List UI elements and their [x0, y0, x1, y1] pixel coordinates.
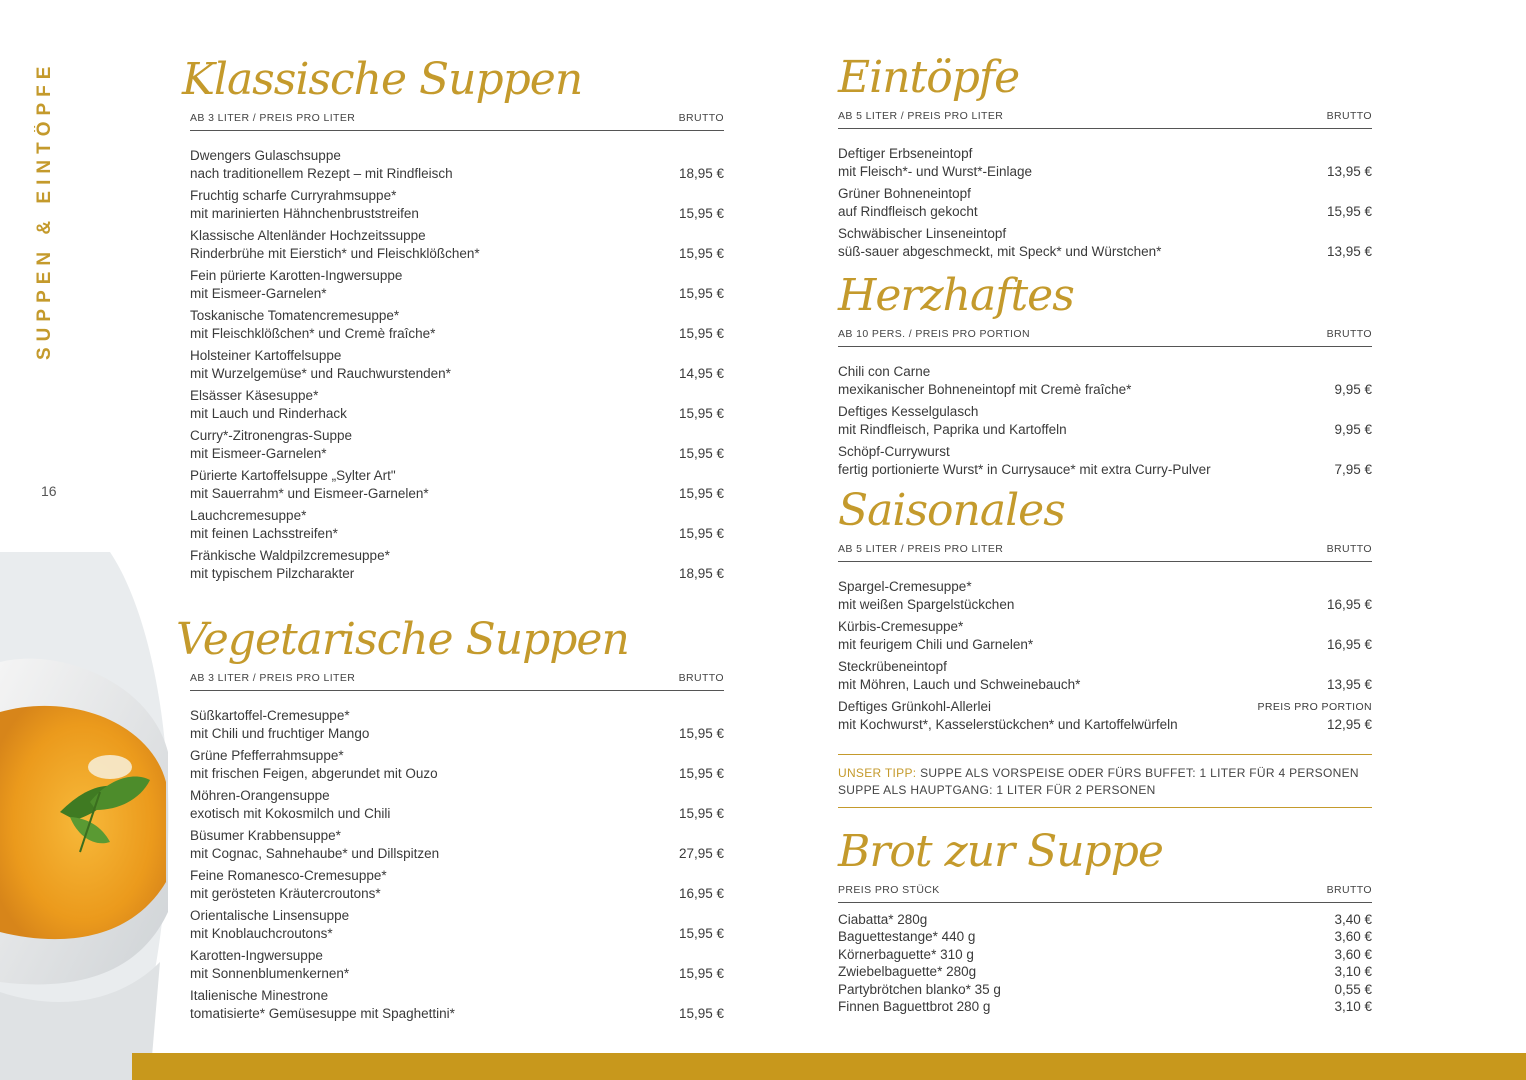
item-price: 3,10 €	[1334, 964, 1372, 980]
section-eintoepfe	[838, 50, 1372, 261]
item-name: Steckrübeneintopf	[838, 659, 947, 674]
item-description: mit Sauerrahm* und Eismeer-Garnelen*	[190, 486, 429, 501]
item-price: 3,60 €	[1334, 929, 1372, 945]
item-price: 9,95 €	[1334, 422, 1372, 437]
item-price: 13,95 €	[1326, 677, 1372, 692]
item-price: 15,95 €	[678, 526, 724, 541]
menu-item	[838, 181, 1372, 221]
item-name: Zwiebelbaguette* 280g	[838, 964, 977, 980]
menu-item	[190, 783, 724, 823]
item-description: mit Rindfleisch, Paprika und Kartoffeln	[838, 422, 1067, 437]
section-header: PREIS PRO STÜCK BRUTTO	[838, 884, 1372, 903]
item-name: Holsteiner Kartoffelsuppe	[190, 348, 342, 363]
item-price: 16,95 €	[678, 886, 724, 901]
item-name: Pürierte Kartoffelsuppe „Sylter Art"	[190, 468, 396, 483]
item-name: Büsumer Krabbensuppe*	[190, 828, 341, 843]
item-description: mit marinierten Hähnchenbruststreifen	[190, 206, 419, 221]
item-description: mit Lauch und Rinderhack	[190, 406, 347, 421]
side-title: SUPPEN & EINTÖPFE	[34, 60, 55, 360]
item-price: 13,95 €	[1326, 164, 1372, 179]
section-vegetarische-suppen	[176, 612, 724, 1023]
item-price: 0,55 €	[1334, 981, 1372, 997]
section-herzhaftes	[838, 268, 1372, 479]
item-description: mit feinen Lachsstreifen*	[190, 526, 338, 541]
bread-item	[838, 911, 1372, 928]
price-note: PREIS PRO PORTION	[1257, 701, 1372, 713]
section-title: Vegetarische Suppen	[176, 614, 629, 665]
section-title: Saisonales	[838, 485, 1065, 536]
item-name: Deftiges Grünkohl-Allerlei	[838, 699, 992, 714]
menu-item	[190, 343, 724, 383]
item-description: süß-sauer abgeschmeckt, mit Speck* und Würstchen*	[838, 244, 1162, 259]
item-price: 7,95 €	[1334, 462, 1372, 477]
item-price: 15,95 €	[1326, 204, 1372, 219]
item-description: auf Rindfleisch gekocht	[838, 204, 978, 219]
item-description: fertig portionierte Wurst* in Currysauce* mit extra Curry-Pulver	[838, 462, 1211, 477]
menu-item	[838, 614, 1372, 654]
bread-item	[838, 928, 1372, 945]
section-header: AB 3 LITER / PREIS PRO LITER BRUTTO	[190, 112, 724, 131]
tip-line-2: SUPPE ALS HAUPTGANG: 1 LITER FÜR 2 PERSONEN	[838, 783, 1156, 797]
item-name: Partybrötchen blanko* 35 g	[838, 981, 1001, 997]
menu-item	[190, 143, 724, 183]
soup-photo	[0, 552, 170, 1080]
page-number: 16	[41, 483, 57, 499]
item-name: Möhren-Orangensuppe	[190, 788, 330, 803]
item-description: mit Sonnenblumenkernen*	[190, 966, 350, 981]
item-name: Süßkartoffel-Cremesuppe*	[190, 708, 350, 723]
item-description: mit Knoblauchcroutons*	[190, 926, 333, 941]
menu-item	[838, 439, 1372, 479]
tip-line-1: SUPPE ALS VORSPEISE ODER FÜRS BUFFET: 1 LITER FÜR 4 PERSONEN	[920, 766, 1359, 780]
item-price: 3,40 €	[1334, 912, 1372, 927]
bread-item	[838, 963, 1372, 980]
item-name: Schwäbischer Linseneintopf	[838, 226, 1007, 241]
item-description: mit typischem Pilzcharakter	[190, 566, 355, 581]
menu-item	[838, 574, 1372, 614]
tip-label: UNSER TIPP:	[838, 766, 917, 780]
menu-item	[190, 743, 724, 783]
menu-list	[838, 574, 1372, 734]
item-price: 13,95 €	[1326, 244, 1372, 259]
item-price: 15,95 €	[678, 206, 724, 221]
item-name: Fränkische Waldpilzcremesuppe*	[190, 548, 390, 563]
item-price: 15,95 €	[678, 766, 724, 781]
item-price: 15,95 €	[678, 326, 724, 341]
item-price: 3,10 €	[1334, 999, 1372, 1015]
menu-item	[190, 543, 724, 583]
item-description: mit Kochwurst*, Kasselerstückchen* und Kartoffelwürfeln	[838, 717, 1178, 732]
item-description: mit gerösteten Kräutercroutons*	[190, 886, 381, 901]
item-price: 15,95 €	[678, 926, 724, 941]
item-name: Curry*-Zitronengras-Suppe	[190, 428, 353, 443]
menu-list	[838, 359, 1372, 479]
item-name: Baguettestange* 440 g	[838, 929, 976, 945]
bread-list	[838, 911, 1372, 1015]
item-name: Elsässer Käsesuppe*	[190, 388, 319, 403]
section-header: AB 3 LITER / PREIS PRO LITER BRUTTO	[190, 672, 724, 691]
item-description: mit Eismeer-Garnelen*	[190, 446, 327, 461]
menu-list	[838, 141, 1372, 261]
item-price: 15,95 €	[678, 246, 724, 261]
item-price: 18,95 €	[678, 566, 724, 581]
item-price: 3,60 €	[1334, 946, 1372, 962]
menu-item	[190, 823, 724, 863]
item-name: Kürbis-Cremesuppe*	[838, 619, 964, 634]
item-price: 16,95 €	[1326, 597, 1372, 612]
section-header: AB 10 PERS. / PREIS PRO PORTION BRUTTO	[838, 328, 1372, 347]
section-header: AB 5 LITER / PREIS PRO LITER BRUTTO	[838, 543, 1372, 562]
item-price: 15,95 €	[678, 486, 724, 501]
item-name: Italienische Minestrone	[190, 988, 329, 1003]
menu-list	[190, 703, 724, 1023]
menu-item	[838, 694, 1372, 734]
item-description: mit feurigem Chili und Garnelen*	[838, 637, 1034, 652]
section-title: Eintöpfe	[838, 52, 1020, 103]
bread-item	[838, 981, 1372, 998]
section-title: Brot zur Suppe	[838, 826, 1163, 877]
item-price: 15,95 €	[678, 966, 724, 981]
item-description: mit Möhren, Lauch und Schweinebauch*	[838, 677, 1081, 692]
item-description: nach traditionellem Rezept – mit Rindfleisch	[190, 166, 453, 181]
item-price: 15,95 €	[678, 286, 724, 301]
menu-item	[190, 463, 724, 503]
item-description: exotisch mit Kokosmilch und Chili	[190, 806, 391, 821]
section-saisonales	[838, 483, 1372, 734]
item-price: 12,95 €	[1326, 717, 1372, 732]
menu-item	[190, 263, 724, 303]
item-name: Deftiges Kesselgulasch	[838, 404, 979, 419]
item-description: mit Fleischklößchen* und Cremè fraîche*	[190, 326, 436, 341]
item-name: Feine Romanesco-Cremesuppe*	[190, 868, 387, 883]
menu-item	[190, 383, 724, 423]
item-description: mit frischen Feigen, abgerundet mit Ouzo	[190, 766, 438, 781]
menu-item	[190, 423, 724, 463]
menu-item	[190, 703, 724, 743]
item-name: Deftiger Erbseneintopf	[838, 146, 973, 161]
item-name: Toskanische Tomatencremesuppe*	[190, 308, 400, 323]
tip-box	[838, 754, 1372, 808]
menu-item	[838, 141, 1372, 181]
menu-item	[190, 943, 724, 983]
menu-item	[190, 183, 724, 223]
menu-item	[838, 221, 1372, 261]
item-price: 15,95 €	[678, 406, 724, 421]
item-price: 16,95 €	[1326, 637, 1372, 652]
menu-item	[190, 303, 724, 343]
menu-item	[190, 223, 724, 263]
item-price: 15,95 €	[678, 806, 724, 821]
menu-item	[190, 903, 724, 943]
item-price: 14,95 €	[678, 366, 724, 381]
item-name: Grüner Bohneneintopf	[838, 186, 971, 201]
item-description: mit Wurzelgemüse* und Rauchwurstenden*	[190, 366, 451, 381]
item-description: Rinderbrühe mit Eierstich* und Fleischklößchen*	[190, 246, 480, 261]
menu-item	[190, 503, 724, 543]
menu-item	[190, 983, 724, 1023]
item-description: tomatisierte* Gemüsesuppe mit Spaghettini*	[190, 1006, 455, 1021]
item-description: mit Chili und fruchtiger Mango	[190, 726, 370, 741]
section-klassische-suppen	[182, 52, 724, 583]
item-description: mexikanischer Bohneneintopf mit Cremè fraîche*	[838, 382, 1132, 397]
section-title: Herzhaftes	[838, 270, 1074, 321]
item-name: Ciabatta* 280g	[838, 912, 928, 927]
menu-item	[838, 399, 1372, 439]
item-description: mit Fleisch*- und Wurst*-Einlage	[838, 164, 1033, 179]
item-description: mit Eismeer-Garnelen*	[190, 286, 327, 301]
item-name: Klassische Altenländer Hochzeitssuppe	[190, 228, 426, 243]
bread-item	[838, 998, 1372, 1015]
item-name: Fruchtig scharfe Curryrahmsuppe*	[190, 188, 397, 203]
item-price: 15,95 €	[678, 726, 724, 741]
item-description: mit weißen Spargelstückchen	[838, 597, 1015, 612]
item-name: Lauchcremesuppe*	[190, 508, 307, 523]
item-name: Körnerbaguette* 310 g	[838, 946, 974, 962]
section-header: AB 5 LITER / PREIS PRO LITER BRUTTO	[838, 110, 1372, 129]
menu-item	[838, 359, 1372, 399]
bread-item	[838, 946, 1372, 963]
item-name: Orientalische Linsensuppe	[190, 908, 350, 923]
item-name: Fein pürierte Karotten-Ingwersuppe	[190, 268, 403, 283]
item-name: Schöpf-Currywurst	[838, 444, 950, 459]
section-title: Klassische Suppen	[182, 54, 583, 105]
item-name: Karotten-Ingwersuppe	[190, 948, 323, 963]
item-price: 18,95 €	[678, 166, 724, 181]
item-price: 15,95 €	[678, 1006, 724, 1021]
item-name: Spargel-Cremesuppe*	[838, 579, 972, 594]
menu-item	[190, 863, 724, 903]
item-description: mit Cognac, Sahnehaube* und Dillspitzen	[190, 846, 440, 861]
item-price: 27,95 €	[678, 846, 724, 861]
item-price: 9,95 €	[1334, 382, 1372, 397]
bottom-bar	[132, 1053, 1526, 1080]
section-brot-zur-suppe	[838, 824, 1372, 1015]
item-name: Finnen Baguettbrot 280 g	[838, 999, 991, 1015]
menu-item	[838, 654, 1372, 694]
item-name: Chili con Carne	[838, 364, 931, 379]
item-name: Grüne Pfefferrahmsuppe*	[190, 748, 344, 763]
item-name: Dwengers Gulaschsuppe	[190, 148, 341, 163]
item-price: 15,95 €	[678, 446, 724, 461]
menu-list	[190, 143, 724, 583]
